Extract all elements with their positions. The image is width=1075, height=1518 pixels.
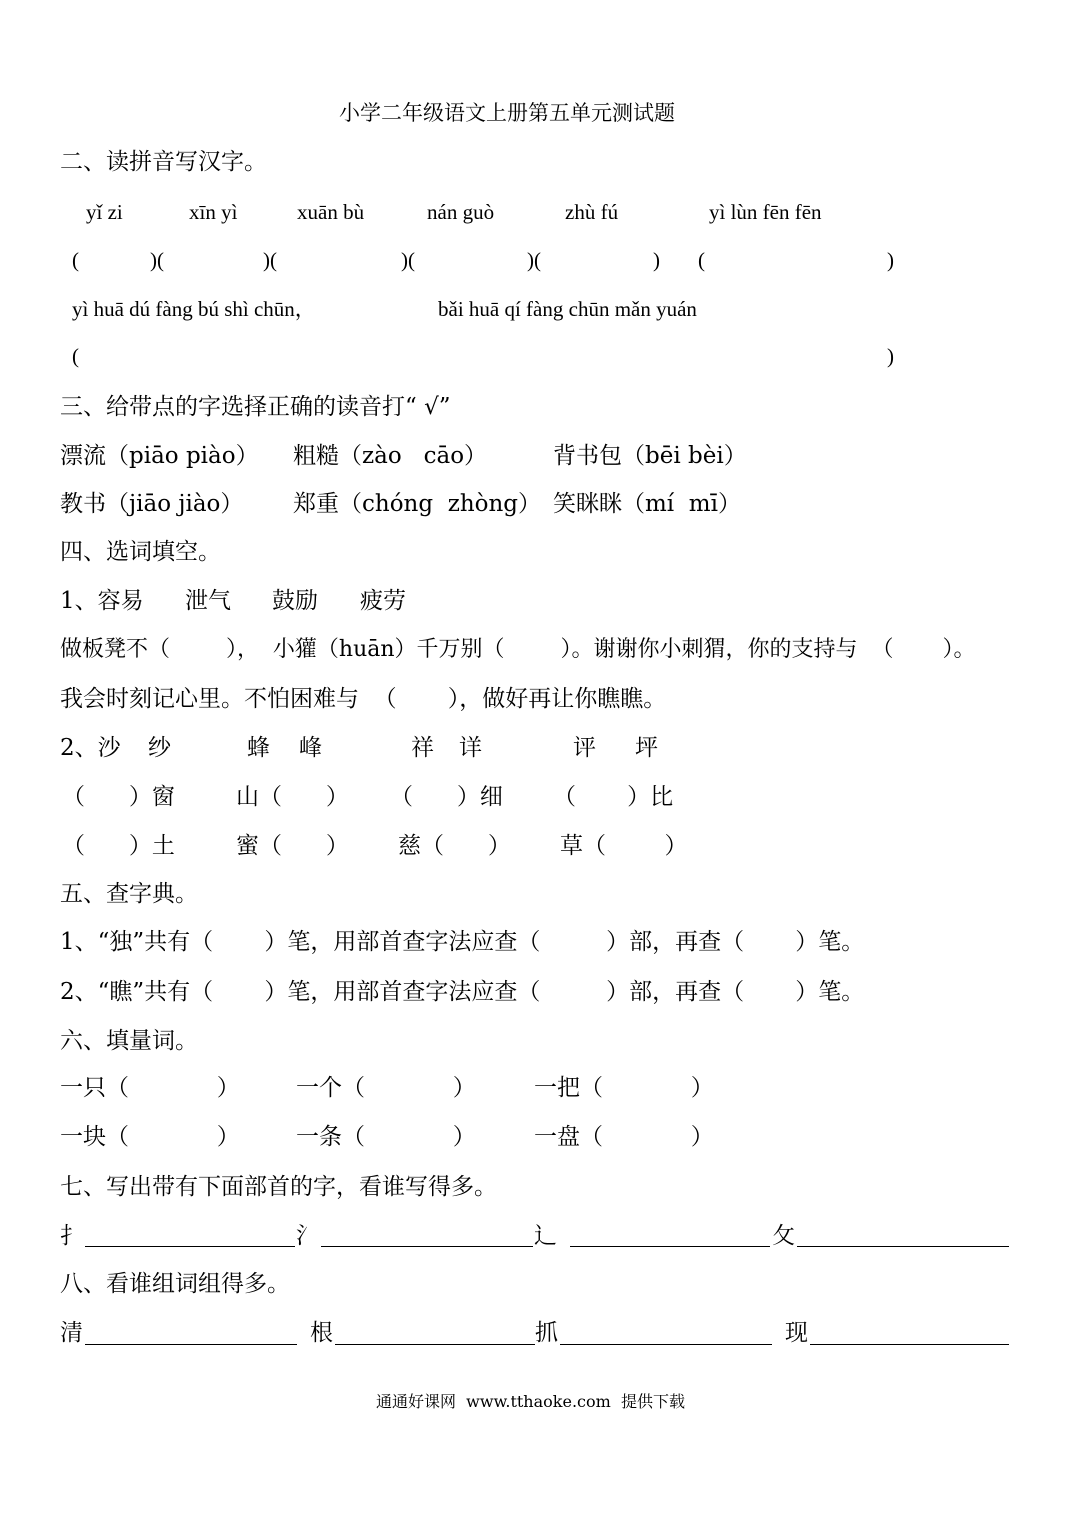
fill-blank[interactable]: 山（ ）: [236, 784, 349, 810]
pinyin-item: xuān bù: [297, 200, 365, 224]
dictionary-question[interactable]: 1、“独”共有（ ）笔，用部首查字法应查（ ）部，再查（ ）笔。: [60, 929, 865, 955]
measure-word-blank[interactable]: 一只（ ）: [60, 1075, 240, 1101]
answer-blank[interactable]: (: [72, 344, 79, 368]
char-option: 评: [573, 735, 596, 761]
radical-label: 扌: [60, 1223, 83, 1249]
measure-word-blank[interactable]: 一盘（ ）: [534, 1124, 714, 1150]
word-char-label: 现: [785, 1320, 808, 1346]
word-option: 泄气: [185, 588, 231, 614]
page-title: 小学二年级语文上册第五单元测试题: [339, 101, 675, 125]
reading-choice[interactable]: 郑重（chóng zhòng）: [293, 491, 542, 517]
answer-blank[interactable]: )(: [527, 248, 541, 272]
writing-line[interactable]: [85, 1246, 295, 1247]
section-2-heading: 二、读拼音写汉字。: [60, 149, 267, 175]
fill-blank[interactable]: （ ）土: [62, 833, 175, 859]
word-option: 1、容易: [60, 588, 144, 614]
footer-credit: 通通好课网 www.tthaoke.com 提供下载: [376, 1392, 685, 1411]
writing-line[interactable]: [570, 1246, 770, 1247]
answer-blank[interactable]: ): [653, 248, 660, 272]
answer-blank[interactable]: (: [698, 248, 705, 272]
word-char-label: 抓: [535, 1320, 558, 1346]
char-option: 祥: [411, 735, 434, 761]
measure-word-blank[interactable]: 一个（ ）: [296, 1075, 476, 1101]
reading-choice[interactable]: 教书（jiāo jiào）: [60, 491, 244, 517]
writing-line[interactable]: [321, 1246, 533, 1247]
pinyin-item: yǐ zi: [86, 200, 123, 224]
pinyin-item: yì lùn fēn fēn: [709, 200, 822, 224]
reading-choice[interactable]: 笑眯眯（mí mī）: [553, 491, 741, 517]
char-option: 峰: [299, 735, 322, 761]
reading-choice[interactable]: 粗糙（zào cāo）: [293, 443, 488, 469]
writing-line[interactable]: [335, 1344, 535, 1345]
pinyin-item: xīn yì: [189, 200, 238, 224]
char-option: 详: [459, 735, 482, 761]
fill-sentence[interactable]: 做板凳不（ ）， 小獾（huān）千万别（ ）。谢谢你小刺猬，你的支持与 （ ）。: [60, 637, 976, 662]
writing-line[interactable]: [85, 1344, 297, 1345]
answer-blank[interactable]: )(: [401, 248, 415, 272]
fill-blank[interactable]: （ ）窗: [62, 784, 175, 810]
word-option: 疲劳: [360, 588, 406, 614]
pinyin-phrase: bǎi huā qí fàng chūn mǎn yuán: [438, 297, 697, 321]
pinyin-phrase: yì huā dú fàng bú shì chūn，: [72, 297, 316, 321]
word-char-label: 清: [60, 1320, 83, 1346]
word-char-label: 根: [310, 1320, 333, 1346]
char-option: 蜂: [247, 735, 270, 761]
measure-word-blank[interactable]: 一块（ ）: [60, 1124, 240, 1150]
reading-choice[interactable]: 漂流（piāo piào）: [60, 443, 259, 469]
pinyin-item: zhù fú: [565, 200, 619, 224]
answer-blank[interactable]: (: [72, 248, 79, 272]
section-7-heading: 七、写出带有下面部首的字，看谁写得多。: [60, 1174, 497, 1200]
writing-line[interactable]: [560, 1344, 772, 1345]
measure-word-blank[interactable]: 一把（ ）: [534, 1075, 714, 1101]
section-4-heading: 四、选词填空。: [60, 539, 221, 565]
radical-label: 攵: [772, 1223, 795, 1249]
pinyin-item: nán guò: [427, 200, 495, 224]
writing-line[interactable]: [810, 1344, 1009, 1345]
answer-blank[interactable]: )(: [263, 248, 277, 272]
writing-line[interactable]: [797, 1246, 1009, 1247]
answer-blank[interactable]: ): [887, 344, 894, 368]
reading-choice[interactable]: 背书包（bēi bèi）: [553, 443, 747, 469]
dictionary-question[interactable]: 2、“瞧”共有（ ）笔，用部首查字法应查（ ）部，再查（ ）笔。: [60, 979, 865, 1005]
section-5-heading: 五、查字典。: [60, 881, 198, 907]
section-6-heading: 六、填量词。: [60, 1028, 198, 1054]
radical-label: 辶: [534, 1223, 557, 1249]
section-8-heading: 八、看谁组词组得多。: [60, 1271, 290, 1297]
char-option: 2、沙: [60, 735, 121, 761]
answer-blank[interactable]: ): [887, 248, 894, 272]
fill-blank[interactable]: （ ）比: [553, 784, 674, 810]
fill-blank[interactable]: 草（ ）: [560, 833, 688, 859]
fill-blank[interactable]: 慈（ ）: [398, 833, 511, 859]
radical-label: 氵: [296, 1223, 319, 1249]
answer-blank[interactable]: )(: [150, 248, 164, 272]
word-option: 鼓励: [272, 588, 318, 614]
fill-sentence[interactable]: 我会时刻记心里。不怕困难与 （ ），做好再让你瞧瞧。: [60, 686, 667, 712]
char-option: 坪: [635, 735, 658, 761]
section-3-heading: 三、给带点的字选择正确的读音打“ √”: [60, 394, 451, 420]
fill-blank[interactable]: （ ）细: [390, 784, 503, 810]
char-option: 纱: [148, 735, 171, 761]
fill-blank[interactable]: 蜜（ ）: [236, 833, 349, 859]
measure-word-blank[interactable]: 一条（ ）: [296, 1124, 476, 1150]
